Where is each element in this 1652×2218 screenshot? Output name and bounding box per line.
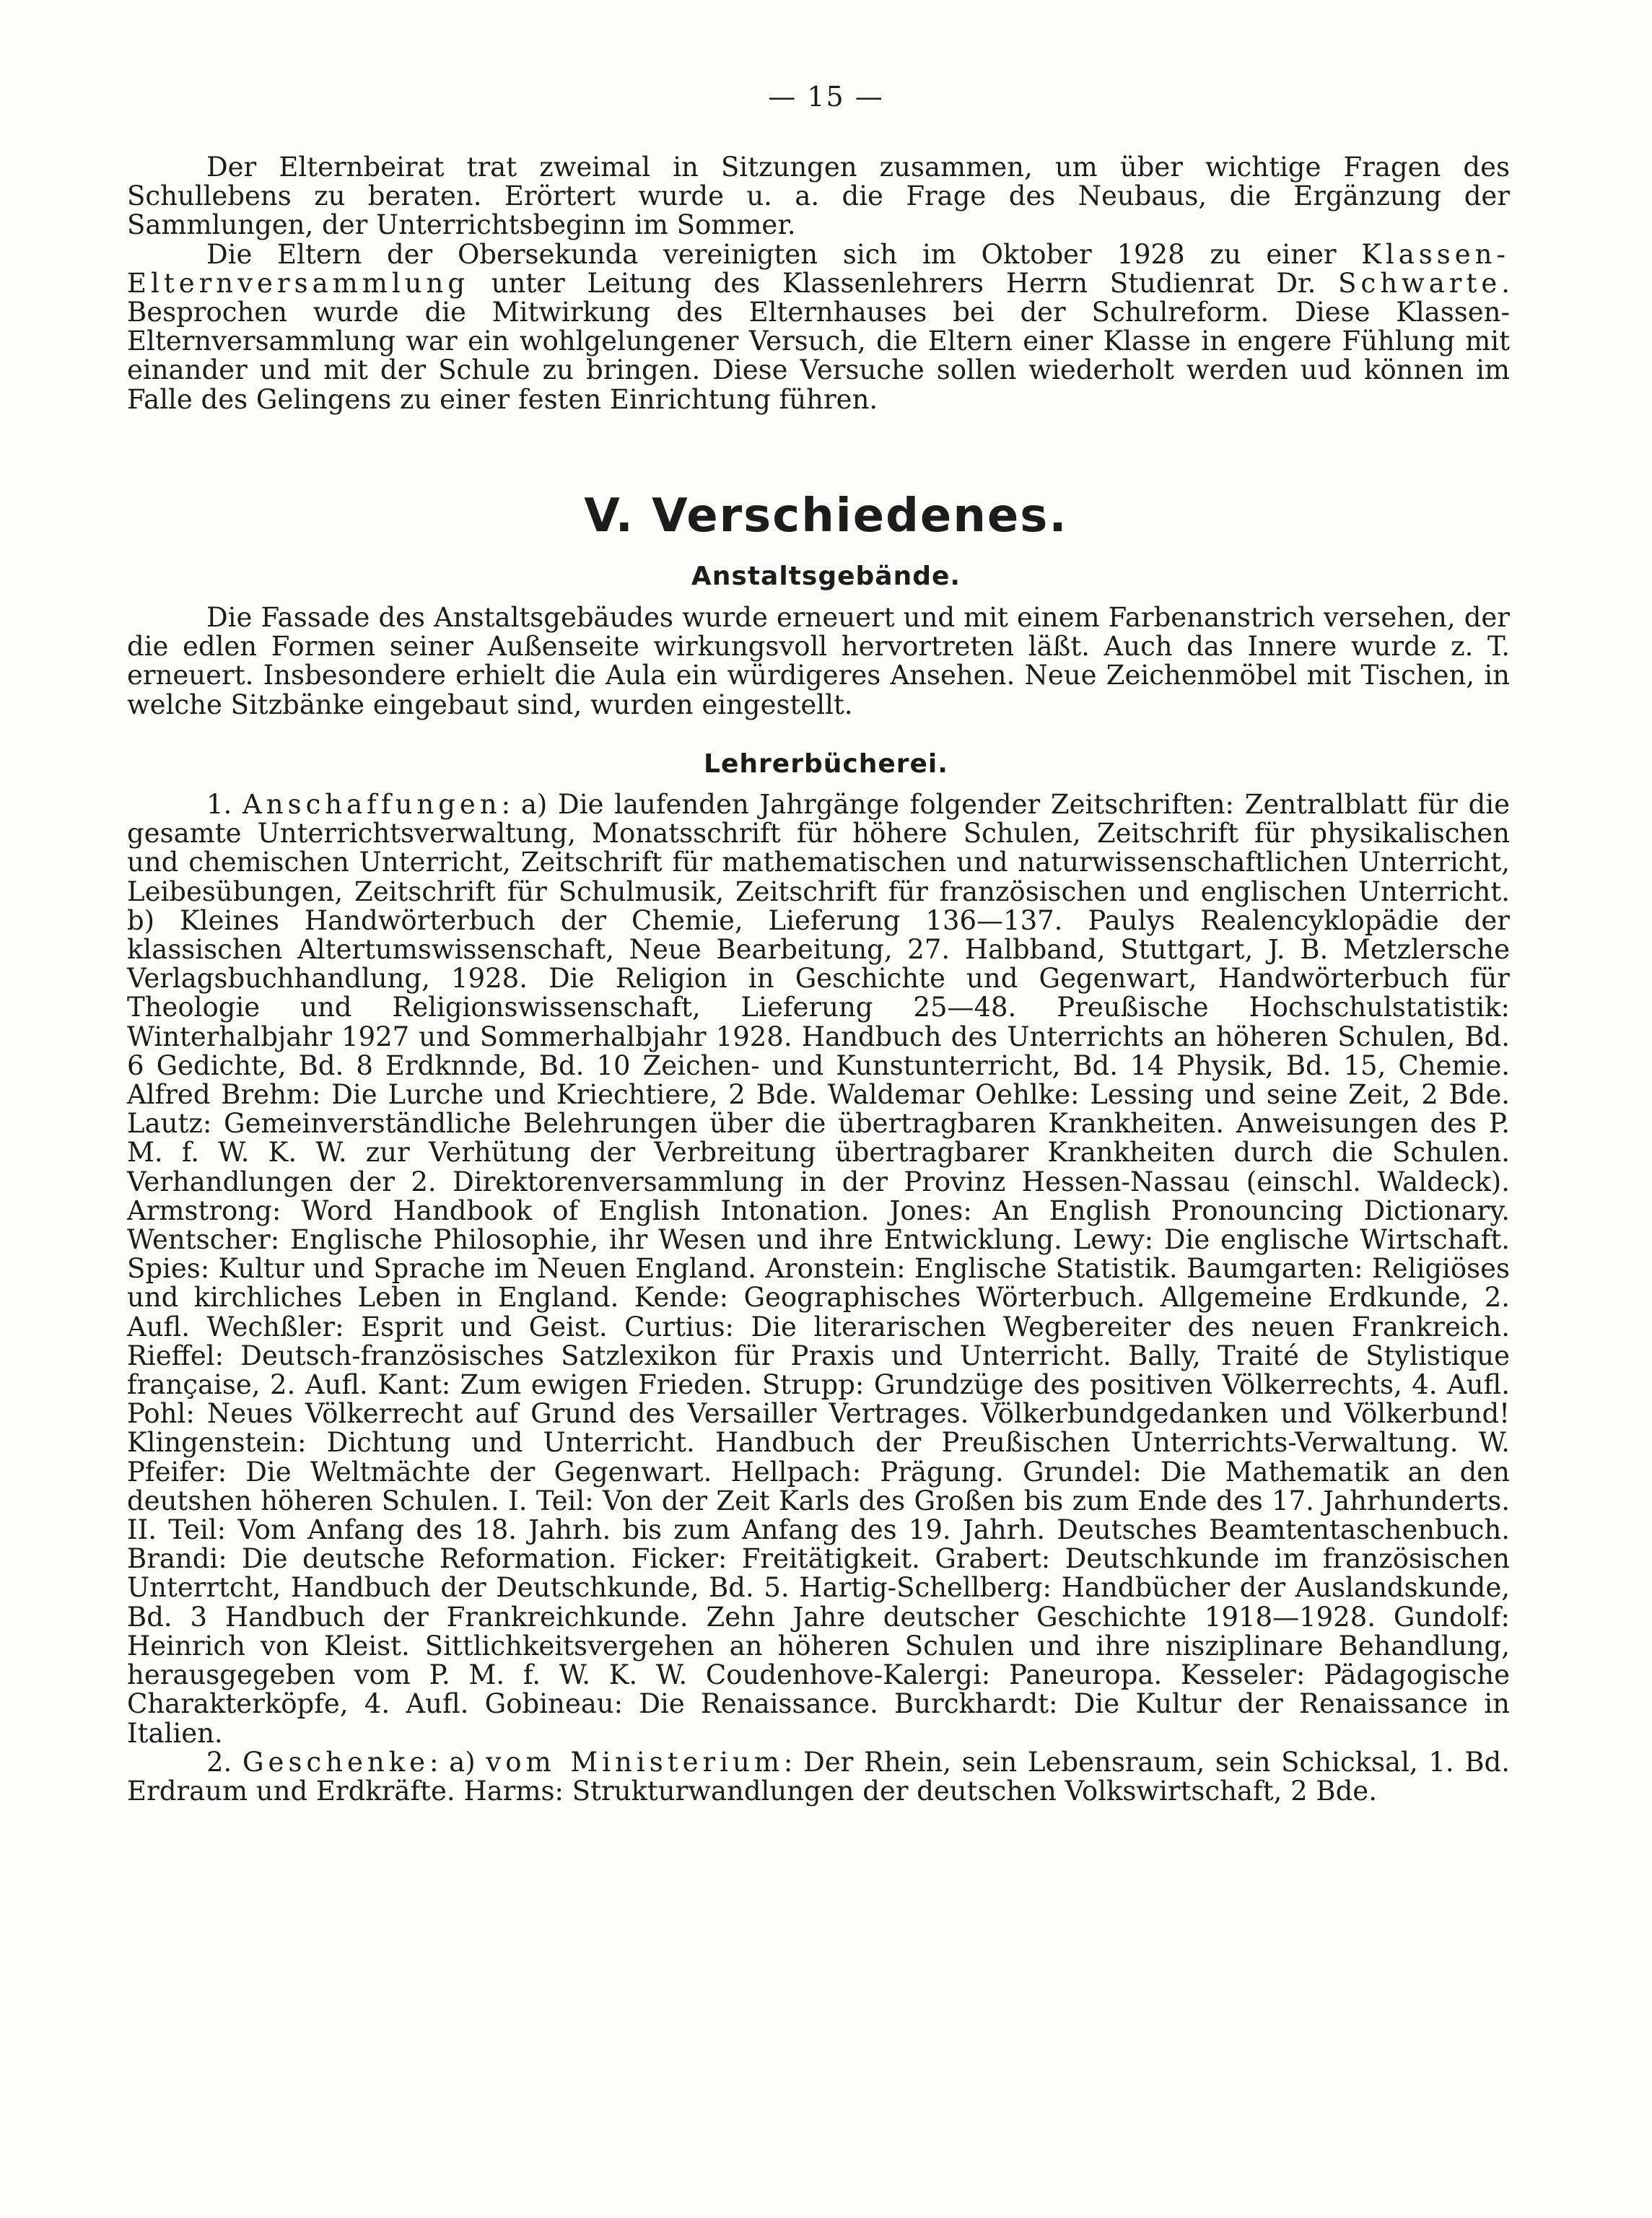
elternbeirat-paragraph-2 <box>127 240 1510 414</box>
subheading-lehrerbuecherei: Lehrerbücherei. <box>704 749 948 779</box>
elternbeirat-section <box>127 153 1510 414</box>
spaced-term: Klassen-Elternversammlung <box>127 238 1510 299</box>
lehrerbuecherei-item-1 <box>127 790 1510 1748</box>
item-text: : a) Die laufenden Jahrgänge folgender Zeitschriften: Zentralblatt für die gesamte Unterrichtsverwaltung, Monatsschrift für höhere Schulen, Zeitschrift für physikalischen und chemischen Unterricht, Zeitschrift für mathematischen und naturwissenschaftlichen Unterricht, Leibesübungen, Zeitschrift für Schulmusik, Zeitschrift für französischen und englischen Unterricht. b) Kleines Handwörterbuch der Chemie, Lieferung 136—137. Paulys Realencyklopädie der klassischen Altertumswissenschaft, Neue Bearbeitung, 27. Halbband, Stuttgart, J. B. Metzlersche Verlagsbuchhandlung, 1928. Die Religion in Geschichte und Gegenwart, Handwörterbuch für Theologie und Religionswissenschaft, Lieferung 25—48. Preußische Hochschulstatistik: Winterhalbjahr 1927 und Sommerhalbjahr 1928. Handbuch des Unterrichts an höheren Schulen, Bd. 6 Gedichte, Bd. 8 Erdknnde, Bd. 10 Zeichen- und Kunstunterricht, Bd. 14 Physik, Bd. 15, Chemie. Alfred Brehm: Die Lurche und Kriechtiere, 2 Bde. Waldemar Oehlke: Lessing und seine Zeit, 2 Bde. Lautz: Gemeinverständliche Belehrungen über die übertragbaren Krankheiten. Anweisungen des P. M. f. W. K. W. zur Verhütung der Verbreitung übertragbarer Krankheiten durch die Schulen. Verhandlungen der 2. Direktorenversammlung in der Provinz Hessen-Nassau (einschl. Waldeck). Armstrong: Word Handbook of English Intonation. Jones: An English Pronouncing Dictionary. Wentscher: Englische Philosophie, ihr Wesen und ihre Entwicklung. Lewy: Die englische Wirtschaft. Spies: Kultur und Sprache im Neuen England. Aronstein: Englische Statistik. Baumgarten: Religiöses und kirchliches Leben in England. Kende: Geographisches Wörterbuch. Allgemeine Erdkunde, 2. Aufl. Wechßler: Esprit und Geist. Curtius: Die literarischen Wegbereiter des neuen Frankreich. Rieffel: Deutsch-französisches Satzlexikon für Praxis und Unterricht. Bally, Traité de Stylistique française, 2. Aufl. Kant: Zum ewigen Frieden. Strupp: Grundzüge des positiven Völkerrechts, 4. Aufl. Pohl: Neues Völkerrecht auf Grund des Versailler Vertrages. Völkerbundgedanken und Völkerbund! Klingenstein: Dichtung und Unterricht. Handbuch der Preußischen Unterrichts-Verwaltung. W. Pfeifer: Die Weltmächte der Gegenwart. Hellpach: Prägung. Grundel: Die Mathematik an den deutshen höheren Schulen. I. Teil: Von der Zeit Karls des Großen bis zum Ende des 17. Jahrhunderts. II. Teil: Vom Anfang des 18. Jahrh. bis zum Anfang des 19. Jahrh. Deutsches Beamtentaschenbuch. Brandi: Die deutsche Reformation. Ficker: Freitätigkeit. Grabert: Deutschkunde im französischen Unterrtcht, Handbuch der Deutschkunde, Bd. 5. Hartig-Schellberg: Handbücher der Auslandskunde, Bd. 3 Handbuch der Frankreichkunde. Zehn Jahre deutscher Geschichte 1918—1928. Gundolf: Heinrich von Kleist. Sittlichkeitsvergehen an höheren Schulen und ihre nisziplinare Behandlung, herausgegeben vom P. M. f. W. K. W. Coudenhove-Kalergi: Paneuropa. Kesseler: Pädagogische Charakterköpfe, 4. Aufl. Gobineau: Die Renaissance. Burckhardt: Die Kultur der Renaissance in Italien. <box>127 789 1510 1749</box>
item-label: Geschenke <box>242 1746 430 1778</box>
elternbeirat-paragraph-1: Der Elternbeirat trat zweimal in Sitzungen zusammen, um über wichtige Fragen des Schullebens zu beraten. Erörtert wurde u. a. die Frage des Neubaus, die Ergänzung der Sammlungen, der Unterrichtsbeginn im Sommer. <box>127 152 1510 241</box>
item-number: 1. <box>206 789 243 820</box>
anstaltsgebaeude-paragraph: Die Fassade des Anstaltsgebäudes wurde erneuert und mit einem Farbenanstrich versehen, der die edlen Formen seiner Außenseite wirkungsvoll hervortreten läßt. Auch das Innere wurde z. T. erneuert. Insbesondere erhielt die Aula ein würdigeres Ansehen. Neue Zeichenmöbel mit Tischen, in welche Sitzbänke eingebaut sind, wurden eingestellt. <box>127 602 1510 720</box>
spaced-name: Schwarte <box>1338 267 1502 299</box>
lehrerbuecherei-section <box>127 790 1510 1806</box>
item-label: Anschaffungen <box>242 789 502 820</box>
section-title: V. Verschiedenes. <box>584 489 1068 543</box>
anstaltsgebaeude-section <box>127 603 1510 720</box>
paragraph-text: Die Eltern der Obersekunda vereinigten sich im Oktober 1928 zu einer <box>206 238 1362 270</box>
subheading-anstaltsgebaeude: Anstaltsgebände. <box>691 562 961 591</box>
page-number: — 15 — <box>768 81 884 113</box>
paragraph-text: unter Leitung des Klassenlehrers Herrn Studienrat Dr. <box>469 267 1339 299</box>
item-label: vom Ministerium <box>486 1746 784 1778</box>
item-text: : a) <box>429 1746 486 1778</box>
item-text: : Der Rhein, sein Lebensraum, sein Schicksal, 1. Bd. Erdraum und Erdkräfte. Harms: Strukturwandlungen der deutschen Volkswirtschaft, 2 Bde. <box>127 1746 1510 1807</box>
paragraph-text: . Besprochen wurde die Mitwirkung des Elternhauses bei der Schulreform. Diese Klassen-Elternversammlung war ein wohlgelungener Versuch, die Eltern einer Klasse in engere Fühlung mit einander und mit der Schule zu bringen. Diese Versuche sollen wiederholt werden uud können im Falle des Gelingens zu einer festen Einrichtung führen. <box>127 267 1510 415</box>
lehrerbuecherei-item-2 <box>127 1748 1510 1806</box>
item-number: 2. <box>206 1746 242 1778</box>
